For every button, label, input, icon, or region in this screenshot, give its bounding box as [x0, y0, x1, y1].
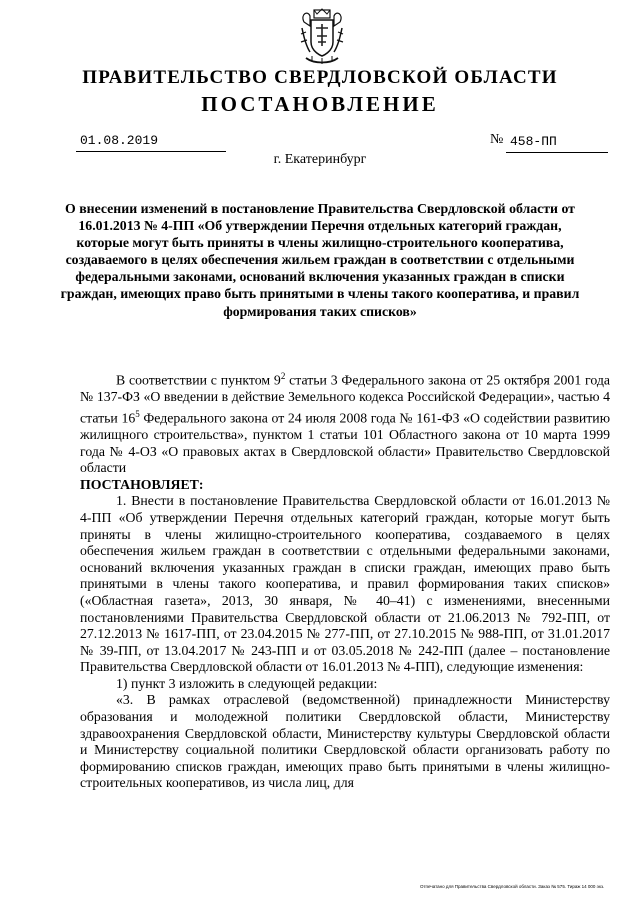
subclause-1-paragraph: 1) пункт 3 изложить в следующей редакции: [116, 675, 378, 691]
print-footer: Отпечатано для Правительства Свердловской области. Заказ № 575. Тираж 14 000 экз. [420, 884, 605, 889]
city-name: г. Екатеринбург [273, 152, 367, 167]
resolves-heading [80, 477, 610, 494]
preamble-text-c: Федерального закона от 24 июля 2008 года № 161-ФЗ «О содействии развитию жилищного строительства», пунктом 1 статьи 101 Областного закона от 10 марта 1999 года № 4-ОЗ «О правовых актах в Свердловской области» Правительство Свердловской области [80, 410, 610, 476]
document-body [80, 368, 610, 792]
document-date: 01.08.2019 [80, 133, 159, 148]
number-sign: № [490, 132, 504, 147]
preamble-text-a: В соответствии с пунктом 9 [116, 372, 281, 388]
quoted-clause-3-paragraph: «3. В рамках отраслевой (ведомственной) принадлежности Министерству образования и молодежной политики Свердловской области, Министерству здравоохранения Свердловской области, Министерству культуры Свердловской области и Министерству социальной политики Свердловской области организовать работу по формированию списков граждан, имеющих право быть принятыми в члены жилищно-строительных кооперативов, из числа лиц, для [80, 692, 610, 791]
coat-of-arms-emblem [298, 8, 346, 66]
preamble-superscript-2: 5 [135, 408, 140, 419]
preamble-superscript-1: 2 [280, 371, 286, 381]
clause-1-paragraph: 1. Внести в постановление Правительства Свердловской области от 16.01.2013 № 4-ПП «Об утверждении Перечня отдельных категорий граждан, которые могут быть приняты в члены жилищно-строительного кооператива, создаваемого в целях обеспечения жильем граждан в соответствии с отдельными федеральными законами, оснований включения указанных граждан в списки граждан, имеющих право быть принятыми в члены такого кооператива, и правил формирования таких списков» («Областная газета», 2013, 30 января, № 40–41) с изменениями, внесенными постановлениями Правительства Свердловской области от 21.06.2013 № 792-ПП, от 27.12.2013 № 1617-ПП, от 23.04.2015 № 277-ПП, от 27.10.2015 № 988-ПП, от 31.01.2017 № 39-ПП, от 13.04.2017 № 243-ПП и от 03.05.2018 № 242-ПП (далее – постановление Правительства Свердловской области от 16.01.2013 № 4-ПП), следующие изменения: [80, 493, 610, 675]
preamble-paragraph [80, 368, 610, 477]
resolves-label: ПОСТАНОВЛЯЕТ: [80, 476, 204, 492]
document-title: О внесении изменений в постановление Правительства Свердловской области от 16.01.2013 № 4-ПП «Об утверждении Перечня отдельных категорий граждан, которые могут быть приняты в члены жилищно-строительного кооператива, создаваемого в целях обеспечения жильем граждан в соответствии с отдельными федеральными законами, оснований включения указанных граждан в списки граждан, имеющих право быть принятыми в члены такого кооператива, и правил формирования таких списков» [60, 201, 580, 319]
preamble-text-b: статьи 3 Федерального закона от 25 октября 2001 года № 137-ФЗ «О введении в действие Земельного кодекса Российской Федерации», частью 4 статьи 16 [80, 372, 610, 426]
document-number: 458-ПП [510, 134, 557, 149]
document-type-heading: ПОСТАНОВЛЕНИЕ [201, 92, 439, 116]
government-name: ПРАВИТЕЛЬСТВО СВЕРДЛОВСКОЙ ОБЛАСТИ [82, 67, 558, 88]
